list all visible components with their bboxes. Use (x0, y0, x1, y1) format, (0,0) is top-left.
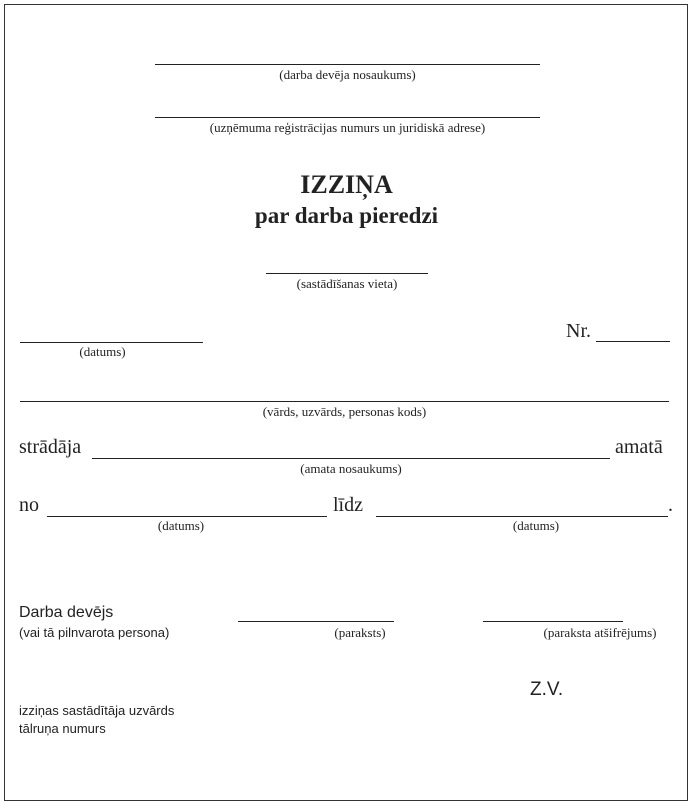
employer-signature-sub: (vai tā pilnvarota persona) (19, 625, 170, 640)
person-line[interactable] (20, 401, 669, 402)
signature-decode-line[interactable] (483, 621, 623, 622)
position-suffix: amatā (615, 436, 663, 458)
signature-caption: (paraksts) (334, 625, 386, 640)
employer-name-line[interactable] (155, 64, 540, 65)
employer-name-caption: (darba devēja nosaukums) (279, 67, 416, 82)
signature-decode-caption: (paraksta atšifrējums) (543, 625, 657, 640)
registration-line[interactable] (155, 117, 540, 118)
person-caption: (vārds, uzvārds, personas kods) (262, 404, 427, 419)
number-line[interactable] (596, 341, 670, 342)
period-from-label: no (19, 494, 39, 516)
position-line[interactable] (92, 458, 610, 459)
number-label: Nr. (566, 320, 591, 342)
registration-caption: (uzņēmuma reģistrācijas numurs un juridiskā adrese) (209, 120, 486, 135)
signature-line[interactable] (238, 621, 394, 622)
place-caption: (sastādīšanas vieta) (296, 276, 398, 291)
employer-signature-label: Darba devējs (19, 604, 114, 621)
phone-label: tālruņa numurs (19, 721, 106, 736)
period-end-mark: . (668, 494, 673, 516)
period-from-caption: (datums) (157, 518, 205, 533)
period-to-line[interactable] (376, 516, 668, 517)
compiler-label: izziņas sastādītāja uzvārds (19, 703, 175, 718)
date-caption: (datums) (79, 344, 126, 359)
period-to-caption: (datums) (512, 518, 560, 533)
period-from-line[interactable] (47, 516, 327, 517)
stamp-label: Z.V. (530, 679, 564, 700)
period-to-label: līdz (333, 494, 363, 516)
date-line[interactable] (20, 342, 203, 343)
document-subtitle: par darba pieredzi (254, 203, 439, 228)
place-line[interactable] (266, 273, 428, 274)
document-title: IZZIŅA (300, 170, 393, 199)
position-prefix: strādāja (19, 436, 82, 458)
position-caption: (amata nosaukums) (300, 461, 402, 476)
